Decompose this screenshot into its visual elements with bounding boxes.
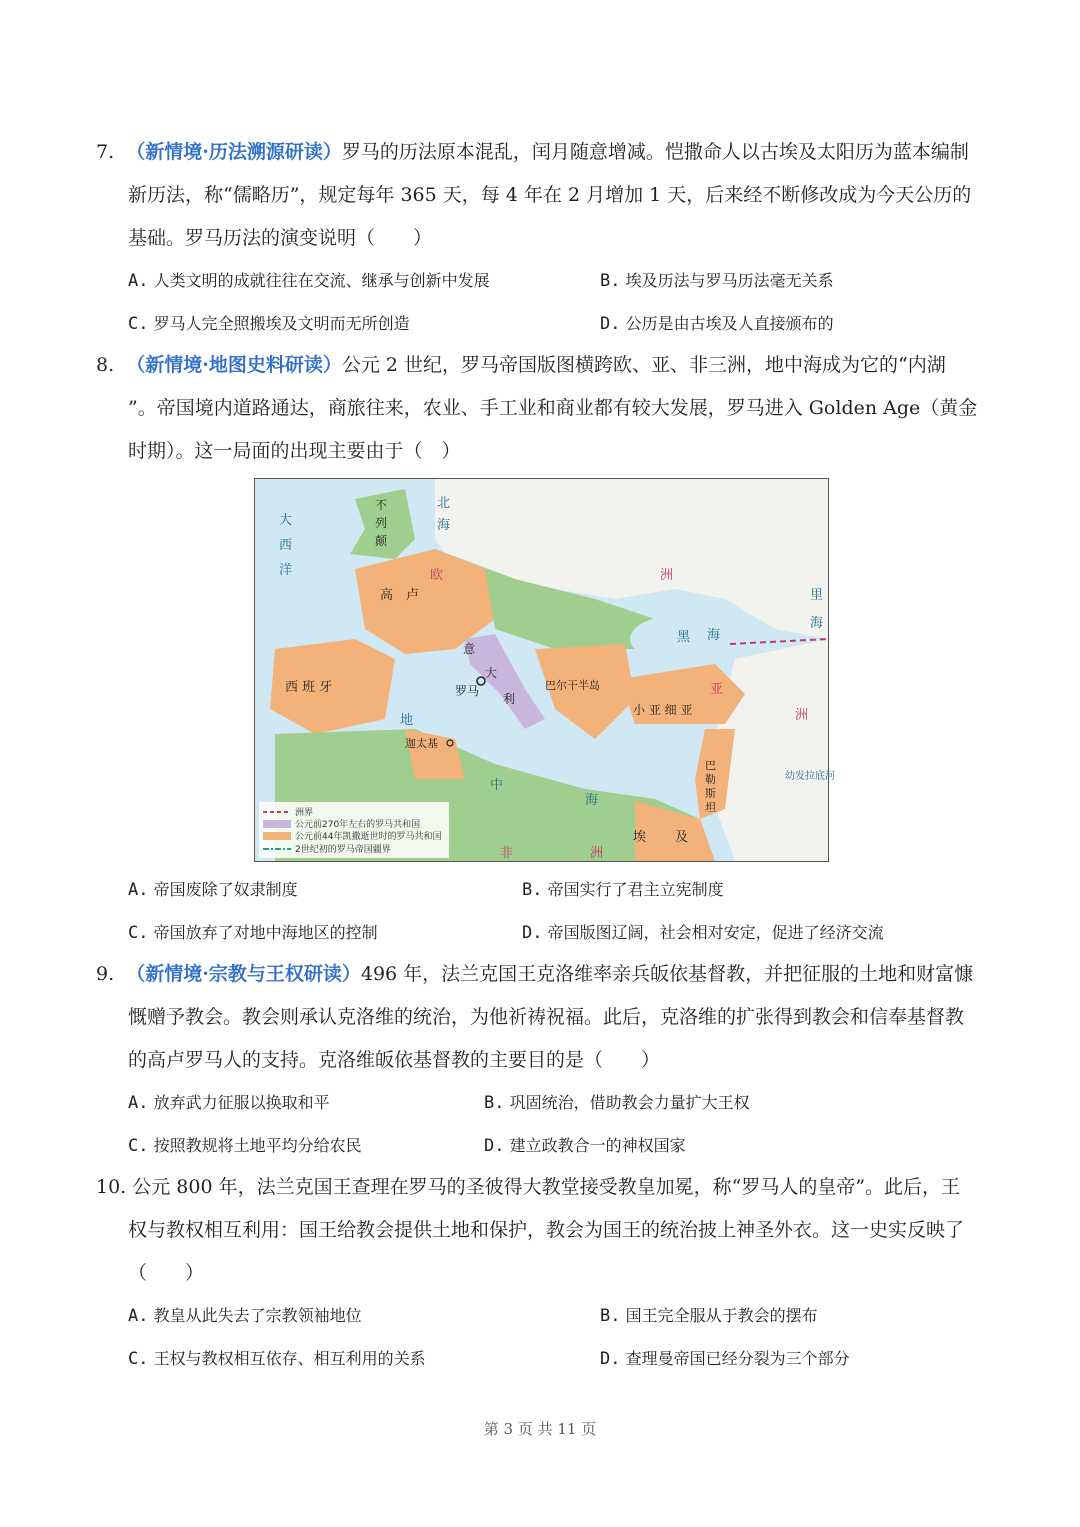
question-text: （ ） bbox=[128, 1262, 205, 1284]
label-atlantic: 大 bbox=[279, 513, 293, 528]
label-carthage: 迦太基 bbox=[405, 737, 438, 750]
option-a[interactable]: A. 人类文明的成就往往在交流、继承与创新中发展 bbox=[128, 271, 490, 291]
label-mediterranean: 中 bbox=[490, 778, 504, 793]
map-legend bbox=[259, 802, 449, 858]
question-number: 9. bbox=[96, 963, 115, 985]
label-africa: 洲 bbox=[590, 846, 604, 861]
label-egypt: 及 bbox=[675, 830, 689, 845]
option-d[interactable]: D. 查理曼帝国已经分裂为三个部分 bbox=[600, 1349, 850, 1369]
label-atlantic: 西 bbox=[279, 538, 293, 553]
label-river: 幼发拉底河 bbox=[785, 771, 835, 782]
question-text: 496 年，法兰克国王克洛维率亲兵皈依基督教，并把征服的土地和财富慷 bbox=[360, 963, 974, 985]
label-mediterranean: 海 bbox=[585, 793, 599, 808]
question-7 bbox=[96, 131, 986, 260]
label-palestine: 斯 bbox=[705, 787, 716, 800]
label-rome: 罗马 bbox=[455, 684, 480, 698]
question-number: 10. bbox=[96, 1176, 127, 1198]
question-text: ”。帝国境内道路通达，商旅往来，农业、手工业和商业都有较大发展，罗马进入 Golden Age（黄金 bbox=[128, 397, 978, 419]
label-asia: 亚 bbox=[710, 682, 724, 697]
label-balkan: 巴尔干半岛 bbox=[545, 679, 600, 692]
label-caspian: 海 bbox=[810, 616, 824, 631]
legend-item: 公元前270年左右的罗马共和国 bbox=[295, 820, 421, 830]
legend-item: 洲界 bbox=[295, 808, 314, 818]
question-text: 的高卢罗马人的支持。克洛维皈依基督教的主要目的是（ ） bbox=[128, 1049, 661, 1071]
label-egypt: 埃 bbox=[633, 830, 647, 845]
label-palestine: 勒 bbox=[705, 773, 716, 786]
page-footer: 第 3 页 共 11 页 bbox=[483, 1420, 597, 1438]
option-c[interactable]: C. 罗马人完全照搬埃及文明而无所创造 bbox=[128, 314, 410, 334]
label-britain: 不 bbox=[375, 498, 388, 512]
roman-empire-map bbox=[254, 478, 835, 862]
label-britain: 颠 bbox=[375, 534, 388, 548]
question-text: 基础。罗马历法的演变说明（ ） bbox=[128, 227, 433, 249]
label-europe: 欧 bbox=[430, 568, 444, 583]
option-b[interactable]: B. 巩固统治，借助教会力量扩大王权 bbox=[484, 1093, 750, 1113]
label-black-sea: 黑 bbox=[677, 630, 691, 645]
question-text: 新历法，称“儒略历”，规定每年 365 天，每 4 年在 2 月增加 1 天，后来经不断修改成为今天公历的 bbox=[128, 184, 972, 206]
legend-item: 公元前44年凯撒逝世时的罗马共和国 bbox=[295, 832, 442, 842]
question-8 bbox=[96, 344, 986, 473]
question-10 bbox=[96, 1166, 986, 1295]
question-text: 罗马的历法原本混乱，闰月随意增减。恺撒命人以古埃及太阳历为蓝本编制 bbox=[341, 141, 969, 163]
option-a[interactable]: A. 帝国废除了奴隶制度 bbox=[128, 880, 298, 900]
option-d[interactable]: D. 帝国版图辽阔，社会相对安定，促进了经济交流 bbox=[522, 923, 884, 943]
question-text: 公元 2 世纪，罗马帝国版图横跨欧、亚、非三洲，地中海成为它的“内湖 bbox=[341, 354, 946, 376]
question-text: 慨赠予教会。教会则承认克洛维的统治，为他祈祷祝福。此后，克洛维的扩张得到教会和信奉基督教 bbox=[128, 1006, 965, 1028]
option-a[interactable]: A. 放弃武力征服以换取和平 bbox=[128, 1093, 330, 1113]
option-d[interactable]: D. 公历是由古埃及人直接颁布的 bbox=[600, 314, 834, 334]
label-britain: 列 bbox=[375, 516, 388, 530]
question-number: 7. bbox=[96, 141, 115, 163]
question-text: 公元 800 年，法兰克国王查理在罗马的圣彼得大教堂接受教皇加冕，称“罗马人的皇帝”。此后，王 bbox=[132, 1176, 961, 1198]
option-b[interactable]: B. 国王完全服从于教会的摆布 bbox=[600, 1306, 818, 1326]
label-spain: 西 班 牙 bbox=[285, 680, 333, 695]
option-b[interactable]: B. 帝国实行了君主立宪制度 bbox=[522, 880, 724, 900]
label-africa: 非 bbox=[500, 846, 514, 861]
label-north-sea: 海 bbox=[437, 518, 451, 533]
option-c[interactable]: C. 按照教规将土地平均分给农民 bbox=[128, 1136, 362, 1156]
question-tag: （新情境·历法溯源研读） bbox=[126, 141, 342, 163]
label-italy: 意 bbox=[463, 642, 476, 656]
option-c[interactable]: C. 王权与教权相互依存、相互利用的关系 bbox=[128, 1349, 426, 1369]
label-palestine: 坦 bbox=[705, 801, 716, 814]
option-d[interactable]: D. 建立政教合一的神权国家 bbox=[484, 1136, 686, 1156]
option-c[interactable]: C. 帝国放弃了对地中海地区的控制 bbox=[128, 923, 378, 943]
question-tag: （新情境·宗教与王权研读） bbox=[126, 963, 361, 985]
option-b[interactable]: B. 埃及历法与罗马历法毫无关系 bbox=[600, 271, 834, 291]
question-9 bbox=[96, 953, 986, 1082]
option-a[interactable]: A. 教皇从此失去了宗教领袖地位 bbox=[128, 1306, 362, 1326]
question-text: 权与教权相互利用：国王给教会提供土地和保护，教会为国王的统治披上神圣外衣。这一史实反映了 bbox=[128, 1219, 965, 1241]
legend-item: 2世纪初的罗马帝国疆界 bbox=[295, 845, 391, 855]
question-text: 时期）。这一局面的出现主要由于（ ） bbox=[128, 440, 461, 462]
label-atlantic: 洋 bbox=[279, 563, 293, 578]
label-mediterranean: 地 bbox=[400, 713, 414, 728]
label-asia-minor: 小 亚 细 亚 bbox=[633, 703, 693, 717]
question-number: 8. bbox=[96, 354, 115, 376]
question-tag: （新情境·地图史料研读） bbox=[126, 354, 342, 376]
label-black-sea: 海 bbox=[707, 628, 721, 643]
label-italy: 利 bbox=[503, 692, 516, 706]
label-asia: 洲 bbox=[795, 708, 809, 723]
label-caspian: 里 bbox=[810, 588, 824, 603]
label-north-sea: 北 bbox=[437, 496, 451, 511]
label-europe: 洲 bbox=[660, 568, 674, 583]
label-italy: 大 bbox=[485, 666, 498, 680]
label-gaul: 高 卢 bbox=[380, 588, 420, 603]
label-palestine: 巴 bbox=[705, 759, 716, 772]
